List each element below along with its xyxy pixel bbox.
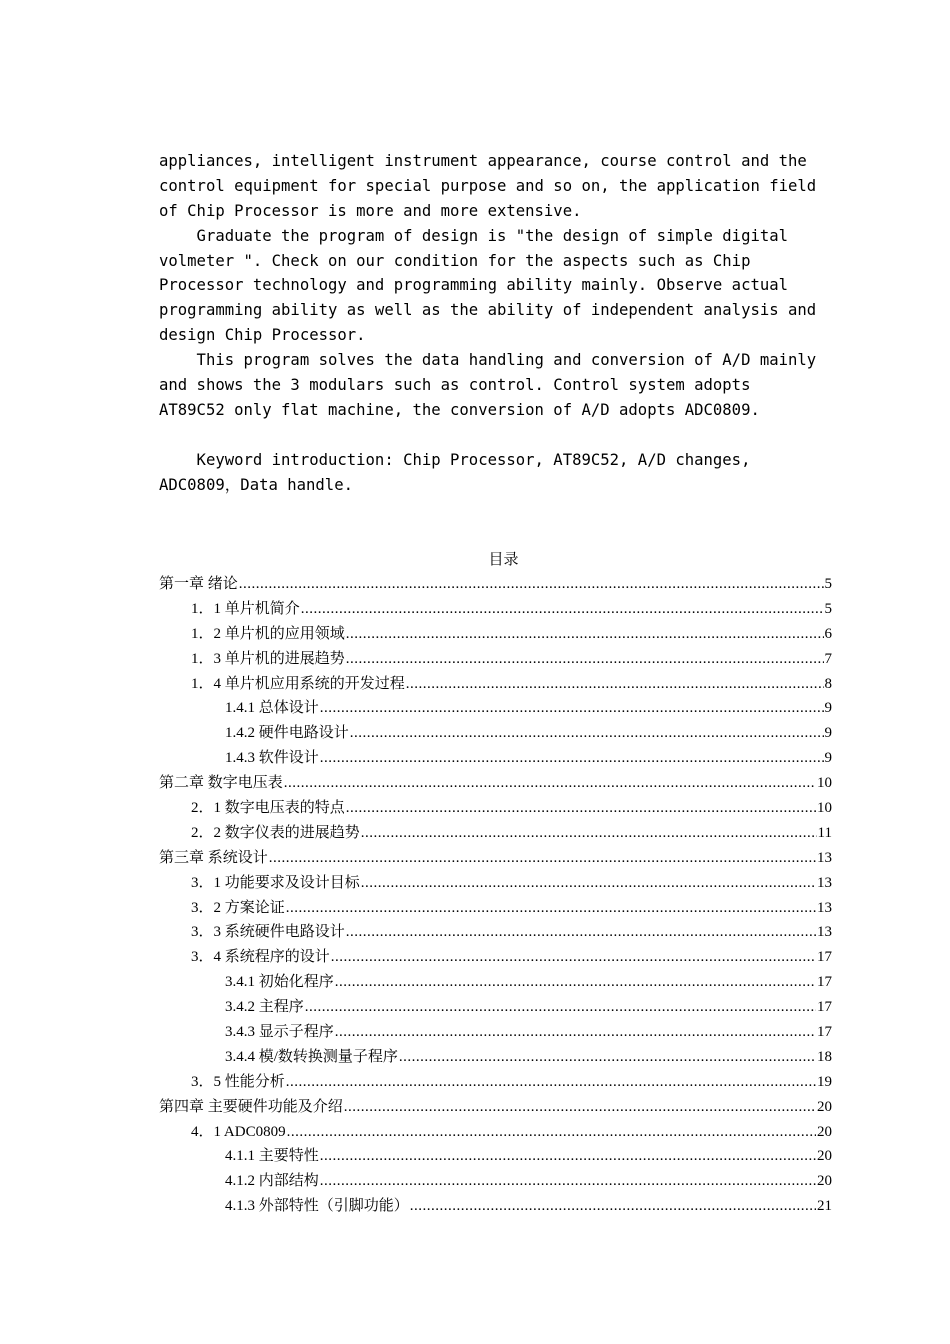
- toc-entry-title: 第一章 绪论: [159, 576, 238, 592]
- toc-entry[interactable]: [159, 746, 832, 771]
- toc-entry-title: 1.4.3 软件设计: [225, 750, 319, 767]
- toc-entry[interactable]: [159, 696, 832, 721]
- toc-page-number: 21: [817, 1198, 832, 1215]
- toc-page-number: 20: [817, 1173, 832, 1190]
- toc-entry[interactable]: [159, 896, 832, 921]
- toc-dot-leader: [361, 871, 816, 896]
- toc-dot-leader: [320, 696, 824, 721]
- abstract-line: AT89C52 only flat machine, the conversion of A/D adopts ADC0809.: [159, 400, 760, 419]
- toc-entry-title: 1．1 单片机简介: [191, 600, 300, 617]
- toc-entry[interactable]: [159, 771, 832, 796]
- toc-dot-leader: [344, 1095, 816, 1120]
- abstract-line: This program solves the data handling and conversion of A/D mainly: [159, 351, 817, 370]
- toc-dot-leader: [286, 1070, 816, 1095]
- english-abstract: [159, 149, 839, 497]
- toc-entry[interactable]: [159, 1120, 832, 1145]
- toc-entry[interactable]: [159, 1194, 832, 1219]
- toc-entry[interactable]: [159, 1045, 832, 1070]
- toc-dot-leader: [335, 1020, 816, 1045]
- toc-entry-title: 4．1 ADC0809: [191, 1123, 286, 1140]
- abstract-line: of Chip Processor is more and more extensive.: [159, 201, 582, 220]
- toc-dot-leader: [305, 995, 816, 1020]
- toc-page-number: 17: [817, 1024, 832, 1041]
- toc-entry[interactable]: [159, 1070, 832, 1095]
- toc-dot-leader: [331, 945, 816, 970]
- toc-entry[interactable]: [159, 970, 832, 995]
- toc-dot-leader: [346, 622, 824, 647]
- toc-page-number: 20: [817, 1098, 832, 1115]
- toc-page-number: 5: [824, 576, 832, 592]
- toc-dot-leader: [410, 1194, 816, 1219]
- toc-page-number: 13: [817, 849, 832, 866]
- toc-entry-title: 1．2 单片机的应用领域: [191, 625, 345, 642]
- toc-dot-leader: [320, 1169, 816, 1194]
- toc-entry[interactable]: [159, 871, 832, 896]
- toc-entry[interactable]: [159, 672, 832, 697]
- abstract-line: Graduate the program of design is "the design of simple digital: [159, 226, 789, 245]
- abstract-line: Processor technology and programming ability mainly. Observe actual: [159, 276, 789, 295]
- toc-page-number: 8: [824, 675, 832, 692]
- toc-entry[interactable]: [159, 920, 832, 945]
- toc-page-number: 19: [817, 1073, 832, 1090]
- toc-page-number: 17: [817, 949, 832, 966]
- toc-entry-title: 1.4.2 硬件电路设计: [225, 725, 349, 742]
- toc-page-number: 11: [817, 824, 832, 841]
- toc-entry[interactable]: [159, 647, 832, 672]
- toc-page-number: 13: [817, 899, 832, 916]
- toc-dot-leader: [301, 597, 824, 622]
- toc-page-number: 18: [817, 1048, 832, 1065]
- toc-entry[interactable]: [159, 1020, 832, 1045]
- toc-entry-title: 3．3 系统硬件电路设计: [191, 924, 345, 941]
- toc-dot-leader: [320, 1144, 816, 1169]
- abstract-line: ADC0809，Data handle.: [159, 475, 353, 494]
- toc-page-number: 5: [824, 600, 832, 617]
- toc-page-number: 20: [817, 1148, 832, 1165]
- toc-entry-title: 3．4 系统程序的设计: [191, 949, 330, 966]
- toc-entry-title: 第三章 系统设计: [159, 849, 268, 866]
- toc-page-number: 9: [824, 725, 832, 742]
- toc-entry-title: 3．1 功能要求及设计目标: [191, 874, 360, 891]
- toc-page-number: 6: [824, 625, 832, 642]
- abstract-line: appliances, intelligent instrument appearance, course control and the: [159, 152, 807, 170]
- toc-entry[interactable]: [159, 1144, 832, 1169]
- table-of-contents: [159, 572, 832, 1219]
- toc-entry-title: 1.4.1 总体设计: [225, 700, 319, 717]
- toc-entry[interactable]: [159, 1095, 832, 1120]
- toc-entry[interactable]: [159, 945, 832, 970]
- toc-entry-title: 2．1 数字电压表的特点: [191, 800, 345, 817]
- toc-page-number: 17: [817, 999, 832, 1016]
- toc-dot-leader: [350, 721, 824, 746]
- toc-entry-title: 3．5 性能分析: [191, 1073, 285, 1090]
- toc-title: 目录: [488, 550, 519, 568]
- toc-entry-title: 1．4 单片机应用系统的开发过程: [191, 675, 405, 692]
- toc-dot-leader: [320, 746, 824, 771]
- toc-dot-leader: [286, 896, 816, 921]
- toc-page-number: 7: [824, 650, 832, 667]
- toc-dot-leader: [269, 846, 816, 871]
- abstract-line: control equipment for special purpose and so on, the application field: [159, 176, 817, 195]
- toc-entry[interactable]: [159, 796, 832, 821]
- toc-entry-title: 3．2 方案论证: [191, 899, 285, 916]
- toc-page-number: 13: [817, 924, 832, 941]
- toc-page-number: 9: [824, 700, 832, 717]
- toc-dot-leader: [284, 771, 816, 796]
- toc-entry[interactable]: [159, 721, 832, 746]
- abstract-line: design Chip Processor.: [159, 326, 366, 345]
- toc-page-number: 10: [817, 800, 832, 817]
- toc-page-number: 17: [817, 974, 832, 991]
- toc-dot-leader: [346, 796, 816, 821]
- toc-dot-leader: [406, 672, 824, 697]
- toc-entry-title: 1．3 单片机的进展趋势: [191, 650, 345, 667]
- toc-entry[interactable]: [159, 821, 832, 846]
- toc-dot-leader: [239, 572, 824, 597]
- toc-entry[interactable]: [159, 846, 832, 871]
- toc-entry[interactable]: [159, 572, 832, 597]
- toc-entry-title: 3.4.1 初始化程序: [225, 974, 334, 991]
- toc-entry[interactable]: [159, 622, 832, 647]
- toc-entry[interactable]: [159, 995, 832, 1020]
- toc-entry-title: 3.4.2 主程序: [225, 999, 304, 1016]
- toc-page-number: 13: [817, 874, 832, 891]
- toc-dot-leader: [335, 970, 816, 995]
- toc-entry-title: 4.1.2 内部结构: [225, 1173, 319, 1190]
- toc-page-number: 9: [824, 750, 832, 767]
- toc-entry-title: 4.1.3 外部特性（引脚功能）: [225, 1198, 409, 1215]
- toc-entry-title: 第二章 数字电压表: [159, 775, 283, 792]
- toc-entry-title: 3.4.3 显示子程序: [225, 1024, 334, 1041]
- toc-entry-title: 2．2 数字仪表的进展趋势: [191, 824, 360, 841]
- toc-dot-leader: [361, 821, 817, 846]
- toc-dot-leader: [399, 1045, 816, 1070]
- toc-dot-leader: [287, 1120, 816, 1145]
- toc-entry-title: 3.4.4 模/数转换测量子程序: [225, 1048, 398, 1065]
- abstract-line: Keyword introduction: Chip Processor, AT89C52, A/D changes,: [159, 450, 751, 469]
- toc-page-number: 20: [817, 1123, 832, 1140]
- abstract-line: programming ability as well as the ability of independent analysis and: [159, 301, 817, 320]
- toc-dot-leader: [346, 647, 824, 672]
- toc-entry-title: 4.1.1 主要特性: [225, 1148, 319, 1165]
- toc-entry[interactable]: [159, 597, 832, 622]
- abstract-line: [159, 423, 839, 448]
- toc-page-number: 10: [817, 775, 832, 792]
- toc-dot-leader: [346, 920, 816, 945]
- abstract-line: volmeter ". Check on our condition for the aspects such as Chip: [159, 251, 751, 270]
- abstract-line: and shows the 3 modulars such as control. Control system adopts: [159, 376, 751, 395]
- toc-entry[interactable]: [159, 1169, 832, 1194]
- toc-entry-title: 第四章 主要硬件功能及介绍: [159, 1098, 343, 1115]
